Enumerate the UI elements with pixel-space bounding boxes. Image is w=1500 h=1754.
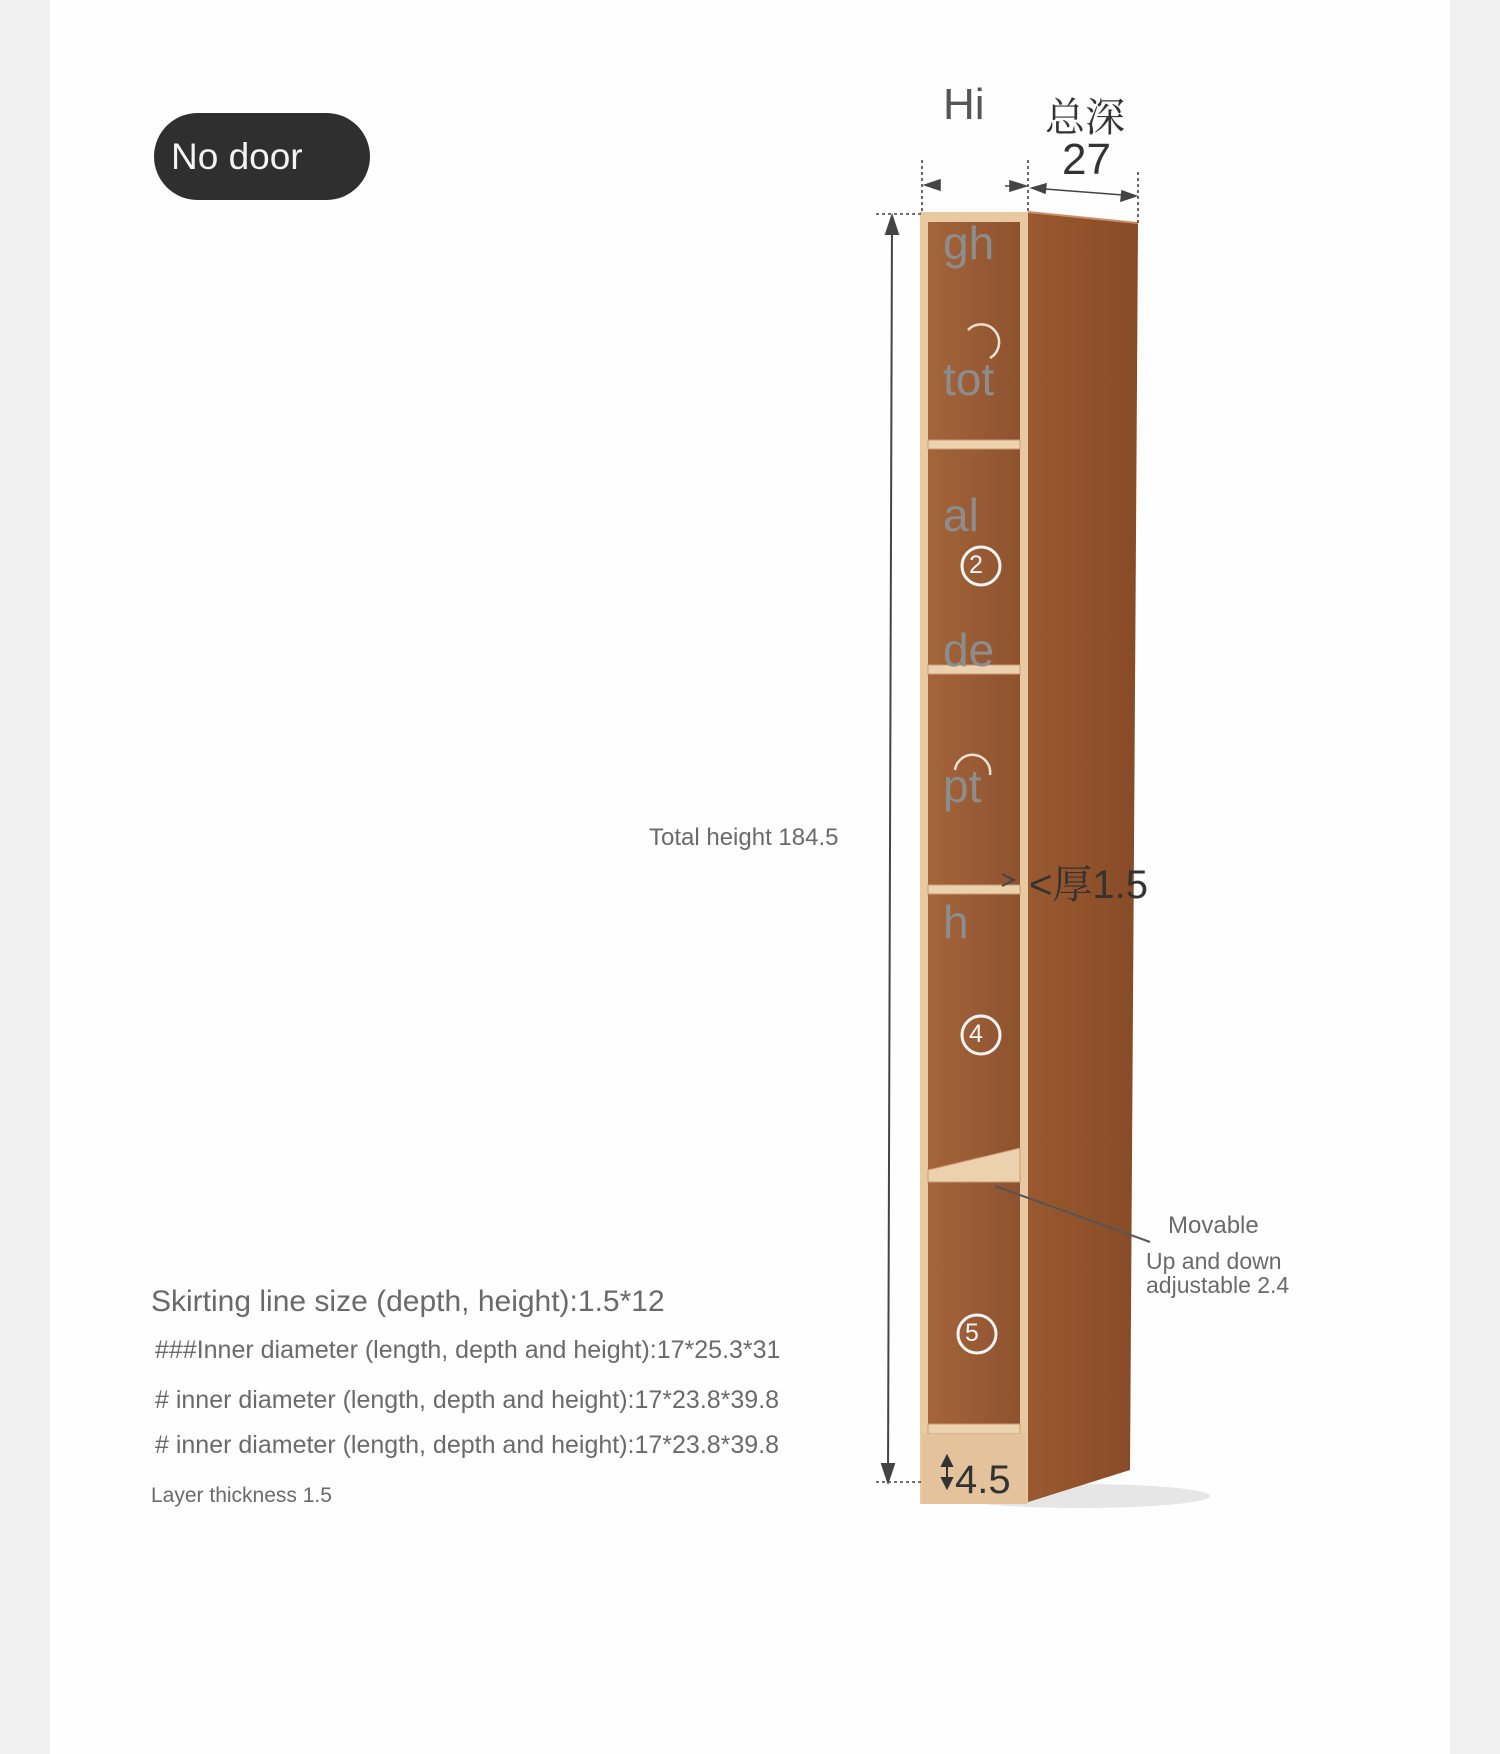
adjustable-line2: adjustable 2.4 xyxy=(1146,1272,1290,1298)
skirting-spec: Skirting line size (depth, height):1.5*12 xyxy=(151,1285,665,1318)
compartment-number: 4 xyxy=(969,1020,983,1048)
layer-thickness-spec: Layer thickness 1.5 xyxy=(151,1484,332,1507)
watermark-text: tot xyxy=(943,353,995,405)
depth-label: 总深 xyxy=(1045,96,1125,140)
total-height-label: Total height 184.5 xyxy=(649,824,839,851)
thickness-value: 厚1.5 xyxy=(1052,863,1148,907)
watermark-text: gh xyxy=(943,217,995,269)
watermark-text: al xyxy=(943,489,979,541)
depth-value: 27 xyxy=(1062,135,1111,184)
thickness-label: <厚1.5 xyxy=(1029,863,1148,907)
inner-diameter-spec: # inner diameter (length, depth and height):17*23.8*39.8 xyxy=(155,1431,780,1459)
watermark-text: de xyxy=(943,624,995,676)
watermark-text: pt xyxy=(943,760,982,812)
adjustable-line1: Up and down xyxy=(1146,1248,1282,1274)
watermark-text: h xyxy=(943,896,969,948)
movable-title: Movable xyxy=(1168,1212,1259,1239)
inner-diameter-spec: # inner diameter (length, depth and height):17*23.8*39.8 xyxy=(155,1386,780,1414)
height-dimension-line xyxy=(876,214,922,1482)
inner-diameter-spec: ###Inner diameter (length, depth and height):17*25.3*31 xyxy=(155,1336,781,1364)
compartment-number: 5 xyxy=(965,1319,979,1347)
inner-back xyxy=(928,222,1020,1494)
width-label: Hi xyxy=(943,80,985,129)
no-door-badge: No door xyxy=(154,113,370,200)
compartment-number: 2 xyxy=(969,551,983,579)
base-height-label: 4.5 xyxy=(955,1458,1011,1502)
